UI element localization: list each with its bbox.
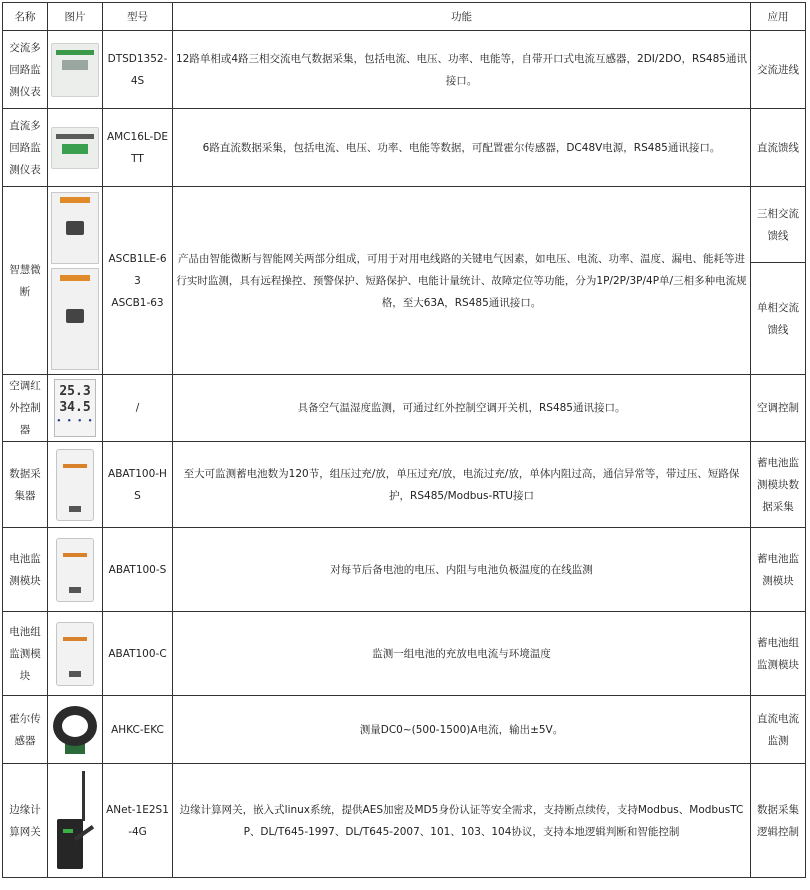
product-model: DTSD1352-4S <box>103 31 173 109</box>
ir-controller-icon: 25.3 34.5 • • • • <box>54 379 96 437</box>
ac-multicircuit-meter-icon <box>51 43 99 97</box>
table-row <box>3 612 806 696</box>
table-row <box>3 187 806 263</box>
battery-group-module-icon <box>56 622 94 686</box>
product-name: 直流多回路监测仪表 <box>3 109 48 187</box>
battery-monitor-module-icon <box>56 538 94 602</box>
header-model: 型号 <box>103 3 173 31</box>
product-function: 6路直流数据采集，包括电流、电压、功率、电能等数据，可配置霍尔传感器，DC48V电源，RS485通讯接口。 <box>173 109 751 187</box>
table-row <box>3 442 806 528</box>
product-name: 电池监测模块 <box>3 528 48 612</box>
header-name: 名称 <box>3 3 48 31</box>
product-name: 数据采集器 <box>3 442 48 528</box>
product-application: 三相交流馈线 <box>751 187 806 263</box>
product-application: 蓄电池组监测模块 <box>751 612 806 696</box>
product-model: ANet-1E2S1-4G <box>103 764 173 878</box>
header-function: 功能 <box>173 3 751 31</box>
product-model: ASCB1LE-63 ASCB1-63 <box>103 187 173 375</box>
product-application-2: 单相交流馈线 <box>751 263 806 375</box>
product-application: 空调控制 <box>751 375 806 442</box>
dc-multicircuit-meter-icon <box>51 127 99 169</box>
product-function: 边缘计算网关，嵌入式linux系统，提供AES加密及MD5身份认证等安全需求，支持断点续传，支持Modbus、ModbusTCP、DL/T645-1997、DL/T645-2007、101、103、104协议，支持本地逻辑判断和智能控制 <box>173 764 751 878</box>
header-application: 应用 <box>751 3 806 31</box>
hall-sensor-icon <box>51 706 99 754</box>
product-function: 对每节后备电池的电压、内阻与电池负极温度的在线监测 <box>173 528 751 612</box>
product-name: 电池组监测模块 <box>3 612 48 696</box>
product-application: 蓄电池监测模块 <box>751 528 806 612</box>
table-row <box>3 375 806 442</box>
table-row <box>3 764 806 878</box>
table-row <box>3 528 806 612</box>
product-function: 监测一组电池的充放电电流与环境温度 <box>173 612 751 696</box>
table-row <box>3 109 806 187</box>
display-humidity: 34.5 <box>59 400 91 415</box>
product-name: 智慧微断 <box>3 187 48 375</box>
data-collector-icon <box>56 449 94 521</box>
display-temperature: 25.3 <box>59 384 91 399</box>
product-model: AHKC-EKC <box>103 696 173 764</box>
product-model: AMC16L-DETT <box>103 109 173 187</box>
product-function: 具备空气温湿度监测，可通过红外控制空调开关机，RS485通讯接口。 <box>173 375 751 442</box>
product-function: 12路单相或4路三相交流电气数据采集，包括电流、电压、功率、电能等，自带开口式电流互感器，2DI/2DO，RS485通讯接口。 <box>173 31 751 109</box>
smart-breaker-icon <box>51 192 99 370</box>
header-picture: 图片 <box>48 3 103 31</box>
product-application: 交流进线 <box>751 31 806 109</box>
product-application: 直流馈线 <box>751 109 806 187</box>
product-table <box>2 2 806 878</box>
product-function: 产品由智能微断与智能网关两部分组成，可用于对用电线路的关键电气因素，如电压、电流、功率、温度、漏电、能耗等进行实时监测，具有远程操控、预警保护、短路保护、电能计量统计、故障定位等功能，分为1P/2P/3P/4P单/三相多种电流规格，至大63A，RS485通讯接口。 <box>173 187 751 375</box>
product-application: 数据采集逻辑控制 <box>751 764 806 878</box>
product-function: 测量DC0~(500-1500)A电流，输出±5V。 <box>173 696 751 764</box>
table-row <box>3 696 806 764</box>
product-model: ABAT100-HS <box>103 442 173 528</box>
product-model: ABAT100-C <box>103 612 173 696</box>
table-header-row <box>3 3 806 31</box>
product-name: 交流多回路监测仪表 <box>3 31 48 109</box>
product-name: 霍尔传感器 <box>3 696 48 764</box>
product-model: / <box>103 375 173 442</box>
product-application: 直流电流监测 <box>751 696 806 764</box>
product-name: 空调红外控制器 <box>3 375 48 442</box>
product-function: 至大可监测蓄电池数为120节，组压过充/放，单压过充/放，电流过充/放，单体内阻过高，通信异常等，带过压、短路保护，RS485/Modbus-RTU接口 <box>173 442 751 528</box>
product-name: 边缘计算网关 <box>3 764 48 878</box>
table-row <box>3 31 806 109</box>
edge-gateway-icon <box>55 771 95 871</box>
product-model: ABAT100-S <box>103 528 173 612</box>
product-application: 蓄电池监测模块数据采集 <box>751 442 806 528</box>
